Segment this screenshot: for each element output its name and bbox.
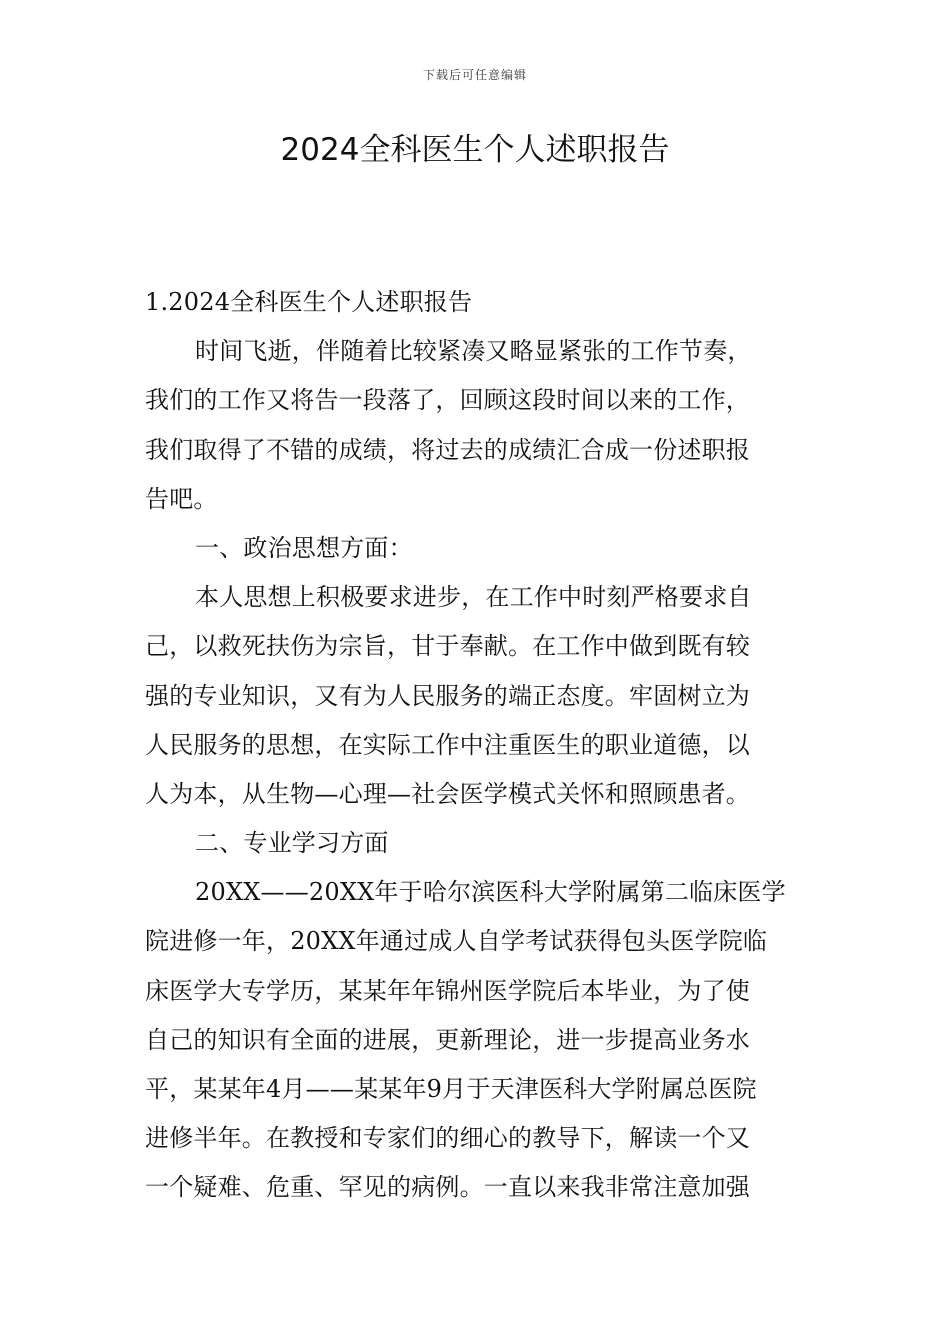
paragraph-line: 进修半年。在教授和专家们的细心的教导下，解读一个又 <box>145 1124 750 1153</box>
document-title: 2024全科医生个人述职报告 <box>280 132 670 168</box>
paragraph-line: 平，某某年4月——某某年9月于天津医科大学附属总医院 <box>145 1075 757 1103</box>
paragraph-line: 己，以救死扶伤为宗旨，甘于奉献。在工作中做到既有较 <box>145 632 750 661</box>
paragraph-line: 自己的知识有全面的进展，更新理论，进一步提高业务水 <box>145 1025 750 1054</box>
section-heading: 1.2024全科医生个人述职报告 <box>145 288 473 316</box>
paragraph-line: 强的专业知识，又有为人民服务的端正态度。牢固树立为 <box>145 681 750 710</box>
paragraph-line: 人为本，从生物—心理—社会医学模式关怀和照顾患者。 <box>145 779 750 808</box>
paragraph-line: 人民服务的思想，在实际工作中注重医生的职业道德，以 <box>145 730 750 759</box>
paragraph-line: 本人思想上积极要求进步，在工作中时刻严格要求自 <box>195 583 752 612</box>
subheading-political: 一、政治思想方面： <box>195 533 413 562</box>
paragraph-line: 床医学大专学历，某某年年锦州医学院后本毕业，为了使 <box>145 976 750 1005</box>
paragraph-line: 我们的工作又将告一段落了，回顾这段时间以来的工作， <box>145 386 750 415</box>
paragraph-line: 一个疑难、危重、罕见的病例。一直以来我非常注意加强 <box>145 1173 750 1202</box>
paragraph-line: 我们取得了不错的成绩，将过去的成绩汇合成一份述职报 <box>145 435 750 464</box>
paragraph-line: 院进修一年，20XX年通过成人自学考试获得包头医学院临 <box>145 927 768 956</box>
header-note: 下载后可任意编辑 <box>422 68 527 82</box>
paragraph-line: 时间飞逝，伴随着比较紧凑又略显紧张的工作节奏， <box>195 337 752 366</box>
document-body <box>145 278 810 1213</box>
paragraph-line: 20XX——20XX年于哈尔滨医科大学附属第二临床医学 <box>195 878 786 907</box>
subheading-professional: 二、专业学习方面 <box>195 829 389 858</box>
paragraph-line: 告吧。 <box>145 484 218 513</box>
